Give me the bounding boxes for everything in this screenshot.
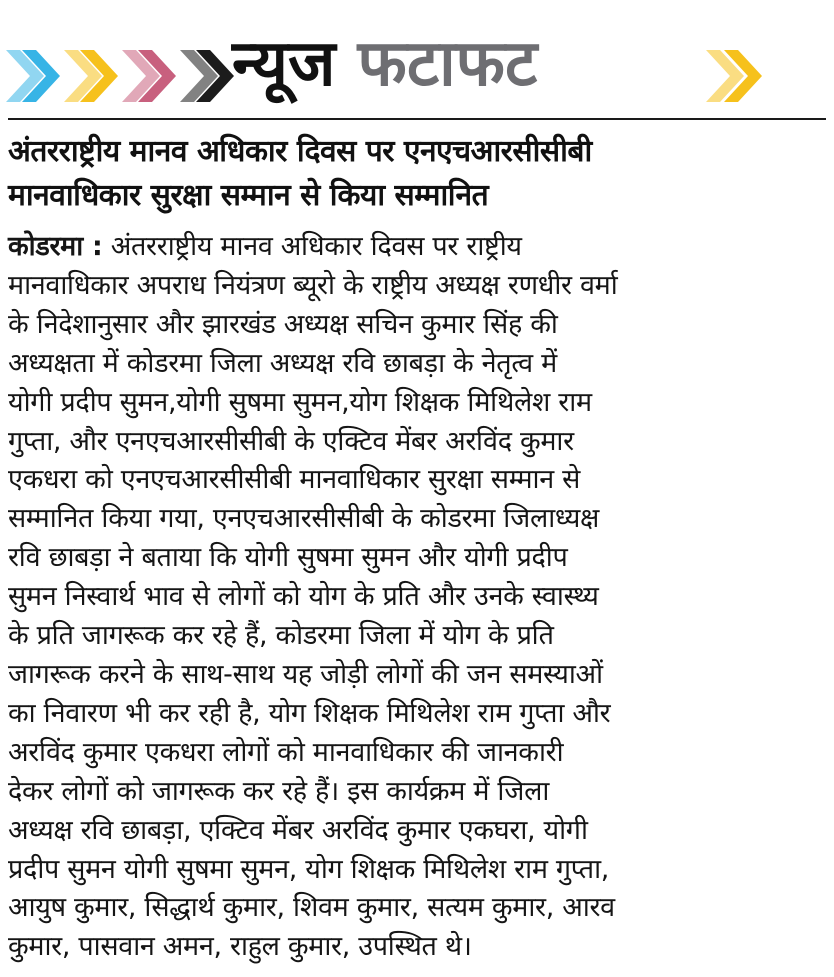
masthead-title-news: न्यूज bbox=[232, 27, 336, 101]
body-line-text: अंतरराष्ट्रीय मानव अधिकार दिवस पर राष्ट्रीय bbox=[102, 231, 522, 262]
chevron-yellow-icon bbox=[706, 50, 762, 102]
body-line: अध्यक्षता में कोडरमा जिला अध्यक्ष रवि छाबड़ा के नेतृत्व में bbox=[8, 347, 557, 379]
headline-line: मानवाधिकार सुरक्षा सम्मान से किया सम्मानित bbox=[8, 178, 489, 213]
body-line: के निदेशानुसार और झारखंड अध्यक्ष सचिन कुमार सिंह की bbox=[8, 308, 558, 340]
body-line: अरविंद कुमार एकधरा लोगों को मानवाधिकार की जानकारी bbox=[8, 736, 564, 768]
masthead-divider bbox=[8, 118, 826, 120]
body-line: आयुष कुमार, सिद्धार्थ कुमार, शिवम कुमार, सत्यम कुमार, आरव bbox=[8, 892, 615, 924]
masthead-title bbox=[232, 14, 537, 114]
body-line: प्रदीप सुमन योगी सुषमा सुमन, योग शिक्षक मिथिलेश राम गुप्ता, bbox=[8, 853, 610, 885]
body-line bbox=[8, 228, 828, 267]
masthead bbox=[0, 0, 834, 118]
article-body bbox=[8, 228, 828, 967]
chevron-yellow-icon bbox=[64, 50, 118, 102]
body-line: सम्मानित किया गया, एनएचआरसीसीबी के कोडरमा जिलाध्यक्ष bbox=[8, 503, 600, 535]
article-headline bbox=[8, 130, 828, 218]
chevron-pink-icon bbox=[122, 50, 176, 102]
body-line: एकधरा को एनएचआरसीसीबी मानवाधिकार सुरक्षा सम्मान से bbox=[8, 464, 581, 496]
masthead-title-fatafat: फटाफट bbox=[357, 27, 538, 101]
body-line: जागरूक करने के साथ-साथ यह जोड़ी लोगों की जन समस्याओं bbox=[8, 658, 603, 690]
body-line: का निवारण भी कर रही है, योग शिक्षक मिथिलेश राम गुप्ता और bbox=[8, 697, 611, 729]
body-line: गुप्ता, और एनएचआरसीसीबी के एक्टिव मेंबर अरविंद कुमार bbox=[8, 425, 574, 457]
body-line: योगी प्रदीप सुमन,योगी सुषमा सुमन,योग शिक्षक मिथिलेश राम bbox=[8, 386, 592, 418]
chevron-decoration-right bbox=[704, 36, 764, 116]
headline-line: अंतरराष्ट्रीय मानव अधिकार दिवस पर एनएचआरसीसीबी bbox=[8, 134, 592, 169]
dateline: कोडरमा : bbox=[8, 231, 103, 262]
body-line: के प्रति जागरूक कर रहे हैं, कोडरमा जिला में योग के प्रति bbox=[8, 620, 554, 652]
body-line: सुमन निस्वार्थ भाव से लोगों को योग के प्रति और उनके स्वास्थ्य bbox=[8, 581, 599, 613]
chevron-black-icon bbox=[180, 50, 234, 102]
body-line: मानवाधिकार अपराध नियंत्रण ब्यूरो के राष्ट्रीय अध्यक्ष रणधीर वर्मा bbox=[8, 269, 618, 301]
body-line: कुमार, पासवान अमन, राहुल कुमार, उपस्थित थे। bbox=[8, 931, 472, 963]
body-line: देकर लोगों को जागरूक कर रहे हैं। इस कार्यक्रम में जिला bbox=[8, 775, 549, 807]
chevron-blue-icon bbox=[6, 50, 60, 102]
body-line: रवि छाबड़ा ने बताया कि योगी सुषमा सुमन और योगी प्रदीप bbox=[8, 542, 568, 574]
chevron-decoration-left bbox=[6, 36, 234, 116]
body-line: अध्यक्ष रवि छाबड़ा, एक्टिव मेंबर अरविंद कुमार एकघरा, योगी bbox=[8, 814, 588, 846]
